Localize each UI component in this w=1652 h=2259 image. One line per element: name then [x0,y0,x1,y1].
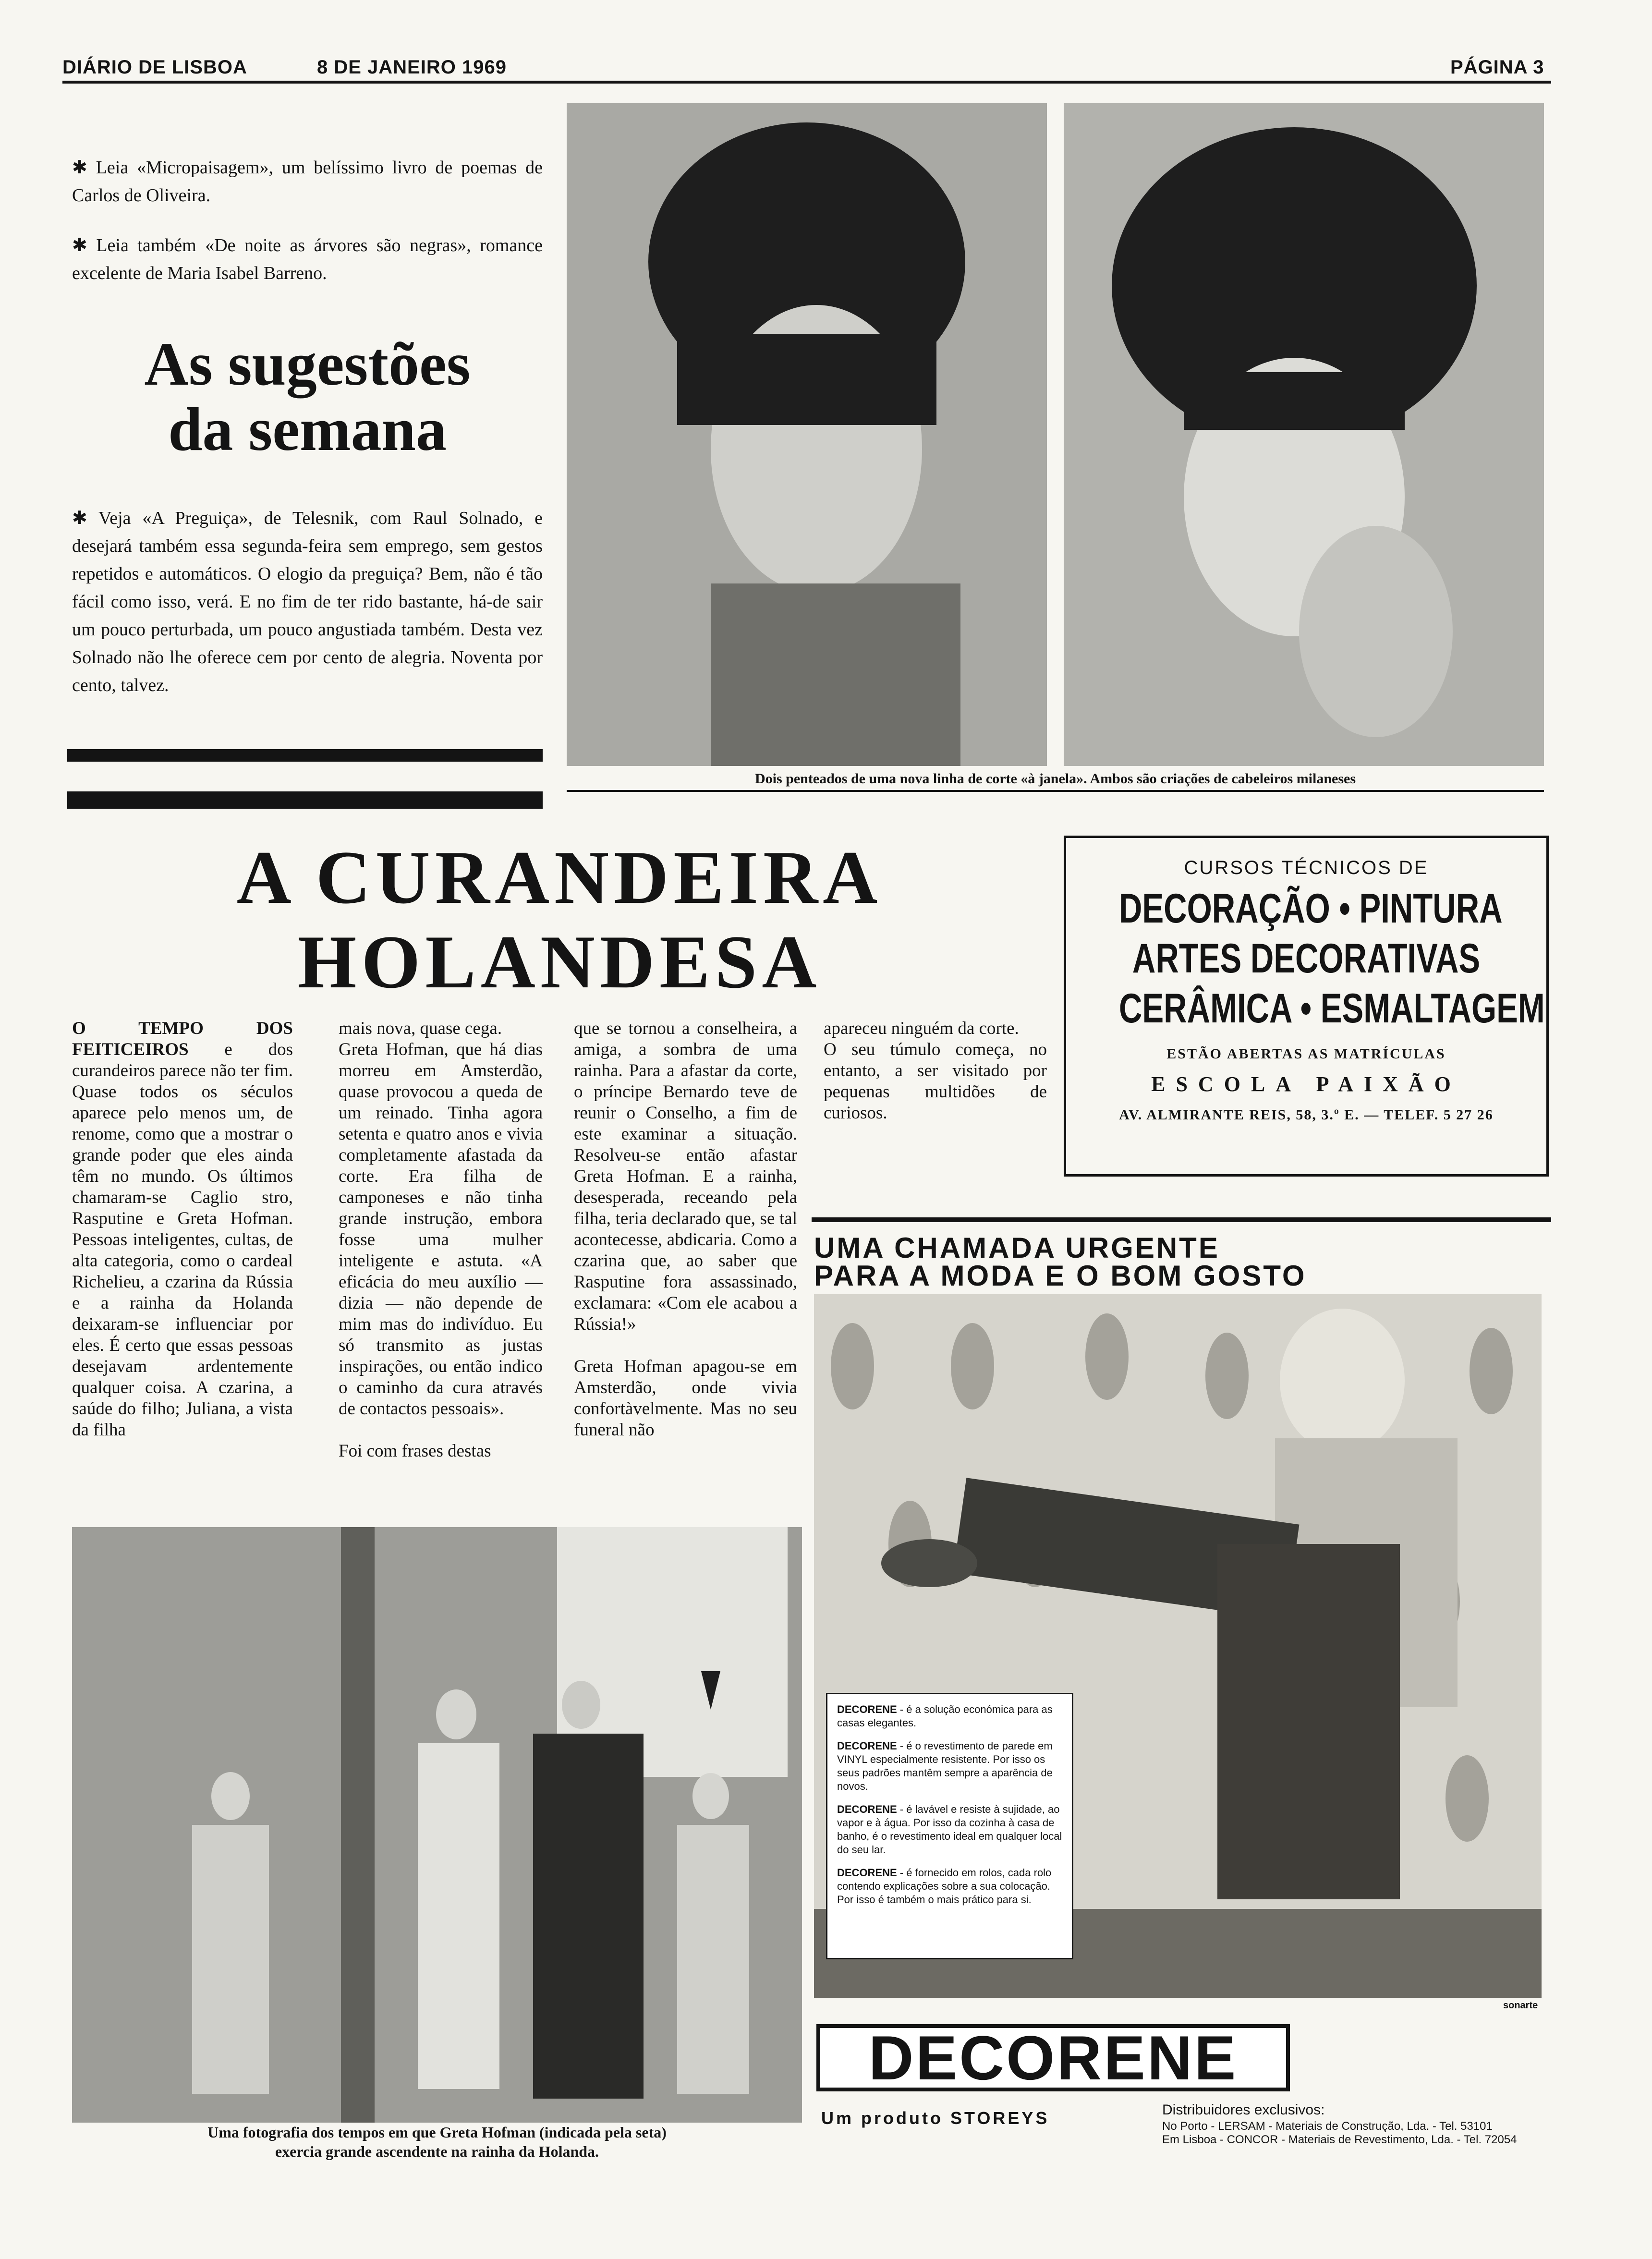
hairstyle-photo-left [567,103,1047,766]
decorene-logo: DECORENE [816,2024,1290,2091]
distributor-lisboa: Em Lisboa - CONCOR - Materiais de Revestimento, Lda. - Tel. 72054 [1162,2133,1517,2146]
article-column-1 [72,1018,293,1462]
courses-advertisement [1064,836,1549,1177]
suggestions-bottom [72,504,543,721]
suggestions-heading-line-1: As sugestões [144,330,471,398]
decorene-distributors [1162,2103,1551,2147]
suggestion-book-1: ✱ Leia «Micropaisagem», um belíssimo livro de poemas de Carlos de Oliveira. [72,158,543,206]
decorene-top-rule [812,1217,1551,1222]
article-column-3-p1: que se tornou a conselheira, a amiga, a sombra de uma rainha. Para a afastar da corte, o príncipe Bernardo teve de reunir o Conselho, a fim de este examinar a situação. Resolveu-se então afastar Greta Hofman. E a rainha, desesperada, receando pela filha, teria declarado que, se tal acontecesse, abdicaria. Como a czarina que, ao saber que Rasputine fora assassinado, exclamara: «Com ele acabou a Rússia!» [574,1019,797,1334]
article-column-4-p2: O seu túmulo começa, no entanto, a ser visitado por pequenas multidões de curiosos. [824,1040,1047,1123]
article-column-1-text: e dos curandeiros parece não ter fim. Quase todos os séculos aparece pelo menos um, de renome, como que a mostrar o grande poder que eles ainda têm no mundo. Os últimos chamaram-se Caglio stro, Rasputine e Greta Hofman. Pessoas inteligentes, cultas, de alta categoria, como o cardeal Richelieu, a czarina da Rússia e a rainha da Holanda deixaram-se influenciar por eles. É certo que essas pessoas desejavam ardentemente qualquer coisa. A czarina, a saúde do filho; Juliana, a vista da filha [72,1040,293,1440]
ad-school-address: AV. ALMIRANTE REIS, 58, 3.º E. — TELEF. 5 27 26 [1119,1107,1494,1123]
decorene-benefit-3: DECORENE - é lavável e resiste à sujidade, ao vapor e à água. Por isso da cozinha à casa de banho, é o revestimento ideal em qualquer local do seu lar. [837,1803,1062,1856]
hairstyle-photo-right [1064,103,1544,766]
decorene-benefit-1: DECORENE - é a solução económica para as casas elegantes. [837,1703,1053,1729]
decorene-benefit-4: DECORENE - é fornecido em rolos, cada rolo contendo explicações sobre a sua colocação. Por isso é também o mais prático para si. [837,1867,1052,1906]
masthead-page-number: PÁGINA 3 [1450,57,1544,78]
section-divider-bar-1 [67,749,543,762]
decorene-headline [814,1234,1544,1290]
article-column-3-p2: Greta Hofman apagou-se em Amsterdão, onde vivia confortàvelmente. Mas no seu funeral não [574,1357,797,1440]
suggestions-heading [72,331,543,462]
decorene-headline-line-1: UMA CHAMADA URGENTE [814,1232,1220,1264]
suggestions-heading-line-2: da semana [168,395,447,463]
ad-courses-line-2: ARTES DECORATIVAS [1132,935,1481,982]
ad-enrolment-notice: ESTÃO ABERTAS AS MATRÍCULAS [1166,1046,1446,1062]
decorene-headline-line-2: PARA A MODA E O BOM GOSTO [814,1260,1307,1292]
article-column-4-p1: apareceu ninguém da corte. [824,1019,1019,1038]
article-column-2-p1: mais nova, quase cega. [339,1019,502,1038]
greta-hofman-group-photo [72,1527,802,2123]
suggestion-book-2: ✱ Leia também «De noite as árvores são negras», romance excelente de Maria Isabel Barreno. [72,235,543,283]
group-photo-caption: Uma fotografia dos tempos em que Greta Hofman (indicada pela seta) exercia grande ascendente na rainha da Holanda. [207,2124,667,2160]
article-column-2-p3: Foi com frases destas [339,1441,491,1461]
ad-courses-line-1: DECORAÇÃO • PINTURA [1119,886,1503,932]
article-column-4 [824,1018,1047,1145]
distributors-title: Distribuidores exclusivos: [1162,2102,1325,2118]
article-headline-line-2: HOLANDESA [297,920,822,1004]
decorene-product-of: Um produto STOREYS [821,2108,1050,2128]
article-column-3 [574,1018,797,1462]
article-headline [67,836,1052,1005]
masthead-date: 8 DE JANEIRO 1969 [317,57,507,78]
ad-courses-line-3: CERÂMICA • ESMALTAGEM [1119,985,1545,1032]
ad-agency-credit: sonarte [1503,2000,1538,2011]
article-column-2 [339,1018,543,1483]
decorene-benefits-box [826,1693,1073,1959]
suggestion-play: ✱ Veja «A Preguiça», de Telesnik, com Raul Solnado, e desejará também essa segunda-feira sem emprego, sem gestos repetidos e automáticos. O elogio da preguiça? Bem, não é tão fácil como isso, verá. E no fim de ter rido bastante, há-de sair um pouco perturbada, um pouco angustiada também. Desta vez Solnado não lhe oferece cem por cento de alegria. Noventa por cento, talvez. [72,508,543,695]
hair-caption-rule [567,790,1544,792]
decorene-benefit-2: DECORENE - é o revestimento de parede em VINYL especialmente resistente. Por isso os seus padrões mantêm sempre a aparência de novos. [837,1740,1053,1792]
masthead-rule [62,81,1551,84]
suggestions-top [72,154,543,309]
section-divider-bar-2 [67,791,543,809]
article-headline-line-1: A CURANDEIRA [236,836,883,920]
masthead-paper-name: DIÁRIO DE LISBOA [62,57,247,78]
hair-photos-caption: Dois penteados de uma nova linha de corte «à janela». Ambos são criações de cabeleiros milaneses [754,771,1356,787]
article-column-2-p2: Greta Hofman, que há dias morreu em Amsterdão, quase provocou a queda de um reinado. Tinha agora setenta e quatro anos e vivia completamente afastada da corte. Era filha de camponeses e não tinha grande instrução, embora fosse uma mulher inteligente e astuta. «A eficácia do meu auxílio — dizia — não depende de mim mas do indivíduo. Eu só transmito as justas inspirações, ou então indico o caminho da cura através de contactos pessoais». [339,1040,543,1419]
ad-school-name: ESCOLA PAIXÃO [1151,1072,1461,1096]
article-lead-in: O TEMPO DOS FEITICEIROS [72,1019,293,1059]
ad-courses-intro: CURSOS TÉCNICOS DE [1184,857,1429,878]
distributor-porto: No Porto - LERSAM - Materiais de Construção, Lda. - Tel. 53101 [1162,2120,1493,2133]
